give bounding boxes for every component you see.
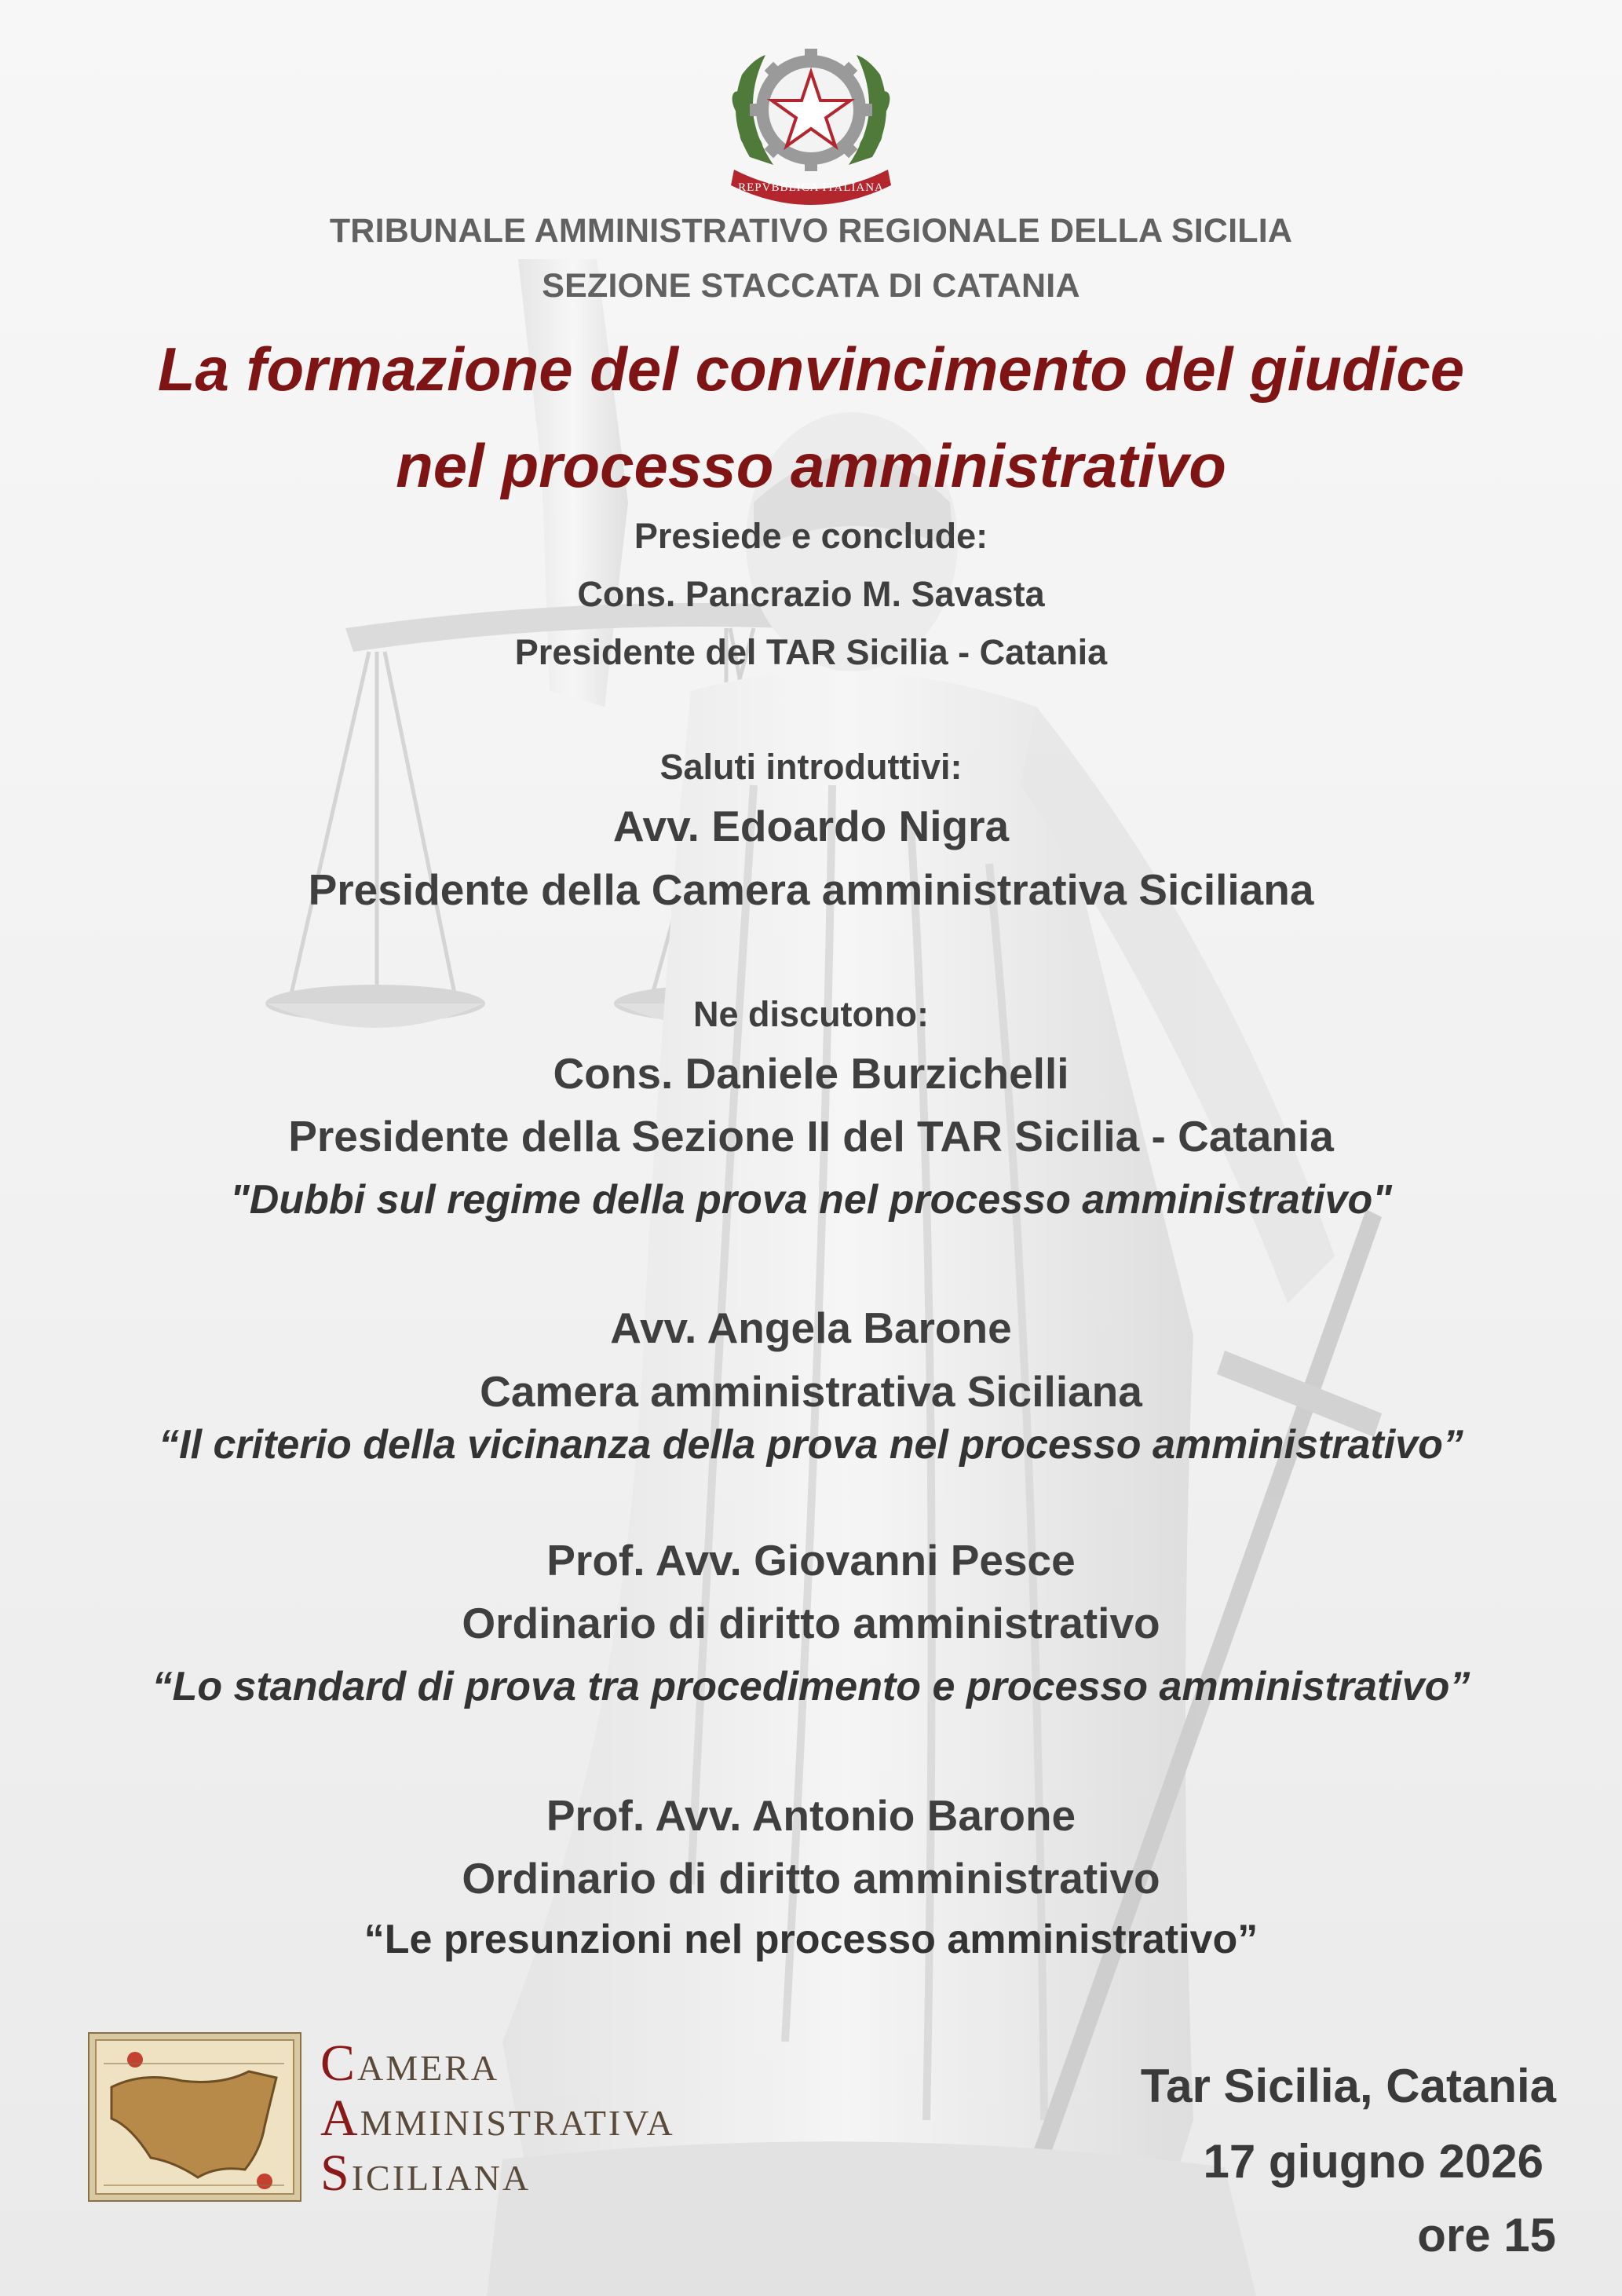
- sicily-map-logo-icon: [88, 2032, 301, 2202]
- speaker-talk-title: “Lo standard di prova tra procedimento e processo amministrativo”: [152, 1664, 1470, 1709]
- event-time: ore 15: [1417, 2209, 1556, 2261]
- event-title-line2: nel processo amministrativo: [396, 431, 1226, 500]
- court-name: TRIBUNALE AMMINISTRATIVO REGIONALE DELLA SICILIA: [329, 212, 1293, 250]
- panel-label: Ne discutono:: [693, 994, 929, 1034]
- speaker-talk-title: "Dubbi sul regime della prova nel processo amministrativo": [230, 1177, 1392, 1223]
- event-date: 17 giugno 2026: [1203, 2135, 1543, 2188]
- event-title-line1: La formazione del convincimento del giudice: [157, 335, 1465, 404]
- speaker-name: Prof. Avv. Antonio Barone: [546, 1791, 1076, 1840]
- event-place: Tar Sicilia, Catania: [1140, 2060, 1556, 2112]
- chair-role: Presidente del TAR Sicilia - Catania: [514, 632, 1108, 672]
- emblem-ribbon-text: REPVBBLICA ITALIANA: [738, 181, 884, 194]
- speaker-role: Camera amministrativa Siciliana: [480, 1367, 1142, 1416]
- speaker-role: Ordinario di diritto amministrativo: [462, 1854, 1160, 1903]
- greetings-speaker-role: Presidente della Camera amministrativa Siciliana: [308, 865, 1314, 914]
- greetings-speaker-name: Avv. Edoardo Nigra: [612, 802, 1010, 850]
- speaker-talk-title: “Il criterio della vicinanza della prova nel processo amministrativo”: [159, 1422, 1463, 1468]
- logo-text-siciliana: SICILIANA: [320, 2144, 532, 2202]
- logo-text-camera: CAMERA: [320, 2035, 500, 2092]
- greetings-label: Saluti introduttivi:: [659, 747, 963, 787]
- speaker-talk-title: “Le presunzioni nel processo amministrativo”: [363, 1917, 1259, 1962]
- chair-name: Cons. Pancrazio M. Savasta: [577, 574, 1045, 614]
- speaker-role: Ordinario di diritto amministrativo: [462, 1599, 1160, 1647]
- speaker-name: Prof. Avv. Giovanni Pesce: [546, 1536, 1076, 1585]
- logo-text-amministrativa: AMMINISTRATIVA: [320, 2089, 675, 2147]
- italian-republic-emblem-icon: [718, 31, 904, 210]
- speaker-name: Avv. Angela Barone: [610, 1303, 1012, 1352]
- speaker-name: Cons. Daniele Burzichelli: [553, 1049, 1069, 1098]
- chair-label: Presiede e conclude:: [634, 516, 988, 556]
- speaker-role: Presidente della Sezione II del TAR Sicilia - Catania: [288, 1112, 1334, 1161]
- court-section: SEZIONE STACCATA DI CATANIA: [542, 267, 1080, 305]
